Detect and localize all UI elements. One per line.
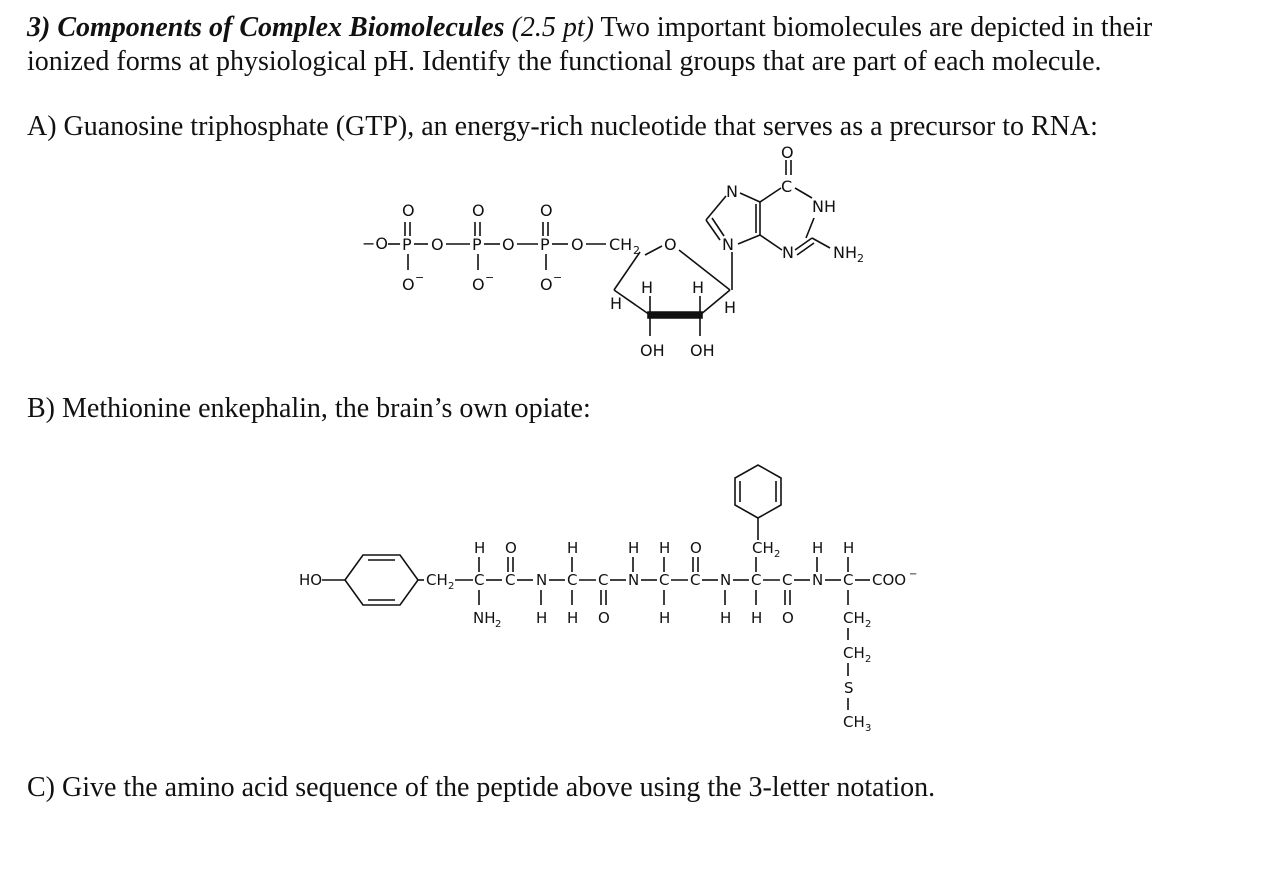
- svg-text:O: O: [472, 275, 485, 294]
- svg-text:H: H: [659, 539, 671, 557]
- svg-text:O: O: [402, 275, 415, 294]
- question-points: (2.5 pt): [511, 12, 594, 43]
- svg-text:O: O: [781, 143, 794, 162]
- svg-text:NH: NH: [833, 243, 857, 262]
- svg-text:C: C: [567, 571, 578, 589]
- svg-text:O: O: [782, 609, 794, 627]
- svg-text:N: N: [726, 182, 738, 201]
- svg-text:H: H: [641, 278, 654, 297]
- part-a-label: A) Guanosine triphosphate (GTP), an energy-rich nucleotide that serves as a precursor to RNA:: [27, 111, 1098, 142]
- svg-text:−: −: [553, 271, 563, 284]
- svg-text:N: N: [722, 235, 734, 254]
- svg-text:H: H: [720, 609, 732, 627]
- svg-text:N: N: [536, 571, 548, 589]
- svg-text:N: N: [782, 243, 794, 262]
- svg-text:P: P: [540, 235, 550, 254]
- question-intro-line1: Two important biomolecules are depicted in their: [600, 12, 1153, 43]
- svg-text:O: O: [664, 235, 677, 254]
- svg-text:2: 2: [633, 244, 640, 257]
- svg-text:CH: CH: [426, 571, 448, 589]
- svg-text:CH: CH: [843, 609, 865, 627]
- svg-text:2: 2: [865, 619, 872, 630]
- svg-text:H: H: [812, 539, 824, 557]
- svg-text:O: O: [505, 539, 517, 557]
- svg-text:NH: NH: [473, 609, 496, 627]
- svg-text:−: −: [415, 271, 425, 284]
- svg-text:O: O: [571, 235, 584, 254]
- svg-text:P: P: [472, 235, 482, 254]
- svg-text:2: 2: [495, 619, 502, 630]
- svg-text:−: −: [909, 569, 918, 580]
- svg-text:O: O: [540, 275, 553, 294]
- svg-text:CH: CH: [609, 235, 633, 254]
- svg-text:2: 2: [857, 252, 864, 265]
- svg-text:H: H: [724, 298, 737, 317]
- svg-text:−O: −O: [362, 234, 388, 253]
- svg-text:OH: OH: [690, 341, 715, 360]
- svg-text:H: H: [659, 609, 671, 627]
- svg-text:O: O: [431, 235, 444, 254]
- svg-text:H: H: [628, 539, 640, 557]
- svg-text:C: C: [843, 571, 854, 589]
- svg-text:CH: CH: [843, 713, 865, 731]
- svg-text:2: 2: [448, 581, 455, 592]
- svg-text:S: S: [844, 679, 854, 697]
- svg-text:H: H: [536, 609, 548, 627]
- svg-text:H: H: [610, 294, 623, 313]
- svg-text:H: H: [843, 539, 855, 557]
- svg-text:O: O: [690, 539, 702, 557]
- svg-text:N: N: [628, 571, 640, 589]
- svg-text:3: 3: [865, 723, 872, 734]
- svg-text:COO: COO: [872, 571, 907, 589]
- svg-text:O: O: [402, 201, 415, 220]
- svg-text:OH: OH: [640, 341, 665, 360]
- question-title: Components of Complex Biomolecules: [57, 12, 505, 43]
- svg-text:CH: CH: [752, 539, 774, 557]
- question-number: 3): [27, 12, 51, 43]
- question-intro-line2: ionized forms at physiological pH. Identify the functional groups that are part of each molecule.: [27, 46, 1102, 77]
- svg-text:−: −: [485, 271, 495, 284]
- svg-text:P: P: [402, 235, 412, 254]
- svg-text:HO: HO: [299, 571, 323, 589]
- svg-text:CH: CH: [843, 644, 865, 662]
- svg-text:C: C: [505, 571, 516, 589]
- svg-text:O: O: [540, 201, 553, 220]
- svg-text:C: C: [781, 177, 793, 196]
- svg-text:C: C: [751, 571, 762, 589]
- svg-text:O: O: [598, 609, 610, 627]
- svg-text:H: H: [474, 539, 486, 557]
- svg-text:O: O: [502, 235, 515, 254]
- svg-text:H: H: [567, 609, 579, 627]
- svg-text:2: 2: [865, 654, 872, 665]
- svg-text:N: N: [720, 571, 732, 589]
- part-b-label: B) Methionine enkephalin, the brain’s own opiate:: [27, 393, 591, 424]
- part-c-label: C) Give the amino acid sequence of the peptide above using the 3-letter notation.: [27, 772, 936, 803]
- svg-text:H: H: [567, 539, 579, 557]
- svg-text:2: 2: [774, 549, 781, 560]
- svg-text:NH: NH: [812, 197, 836, 216]
- svg-text:N: N: [812, 571, 824, 589]
- svg-text:C: C: [690, 571, 701, 589]
- svg-text:H: H: [692, 278, 705, 297]
- svg-text:O: O: [472, 201, 485, 220]
- svg-text:H: H: [751, 609, 763, 627]
- svg-text:C: C: [474, 571, 485, 589]
- svg-text:C: C: [598, 571, 609, 589]
- svg-text:C: C: [659, 571, 670, 589]
- svg-text:C: C: [782, 571, 793, 589]
